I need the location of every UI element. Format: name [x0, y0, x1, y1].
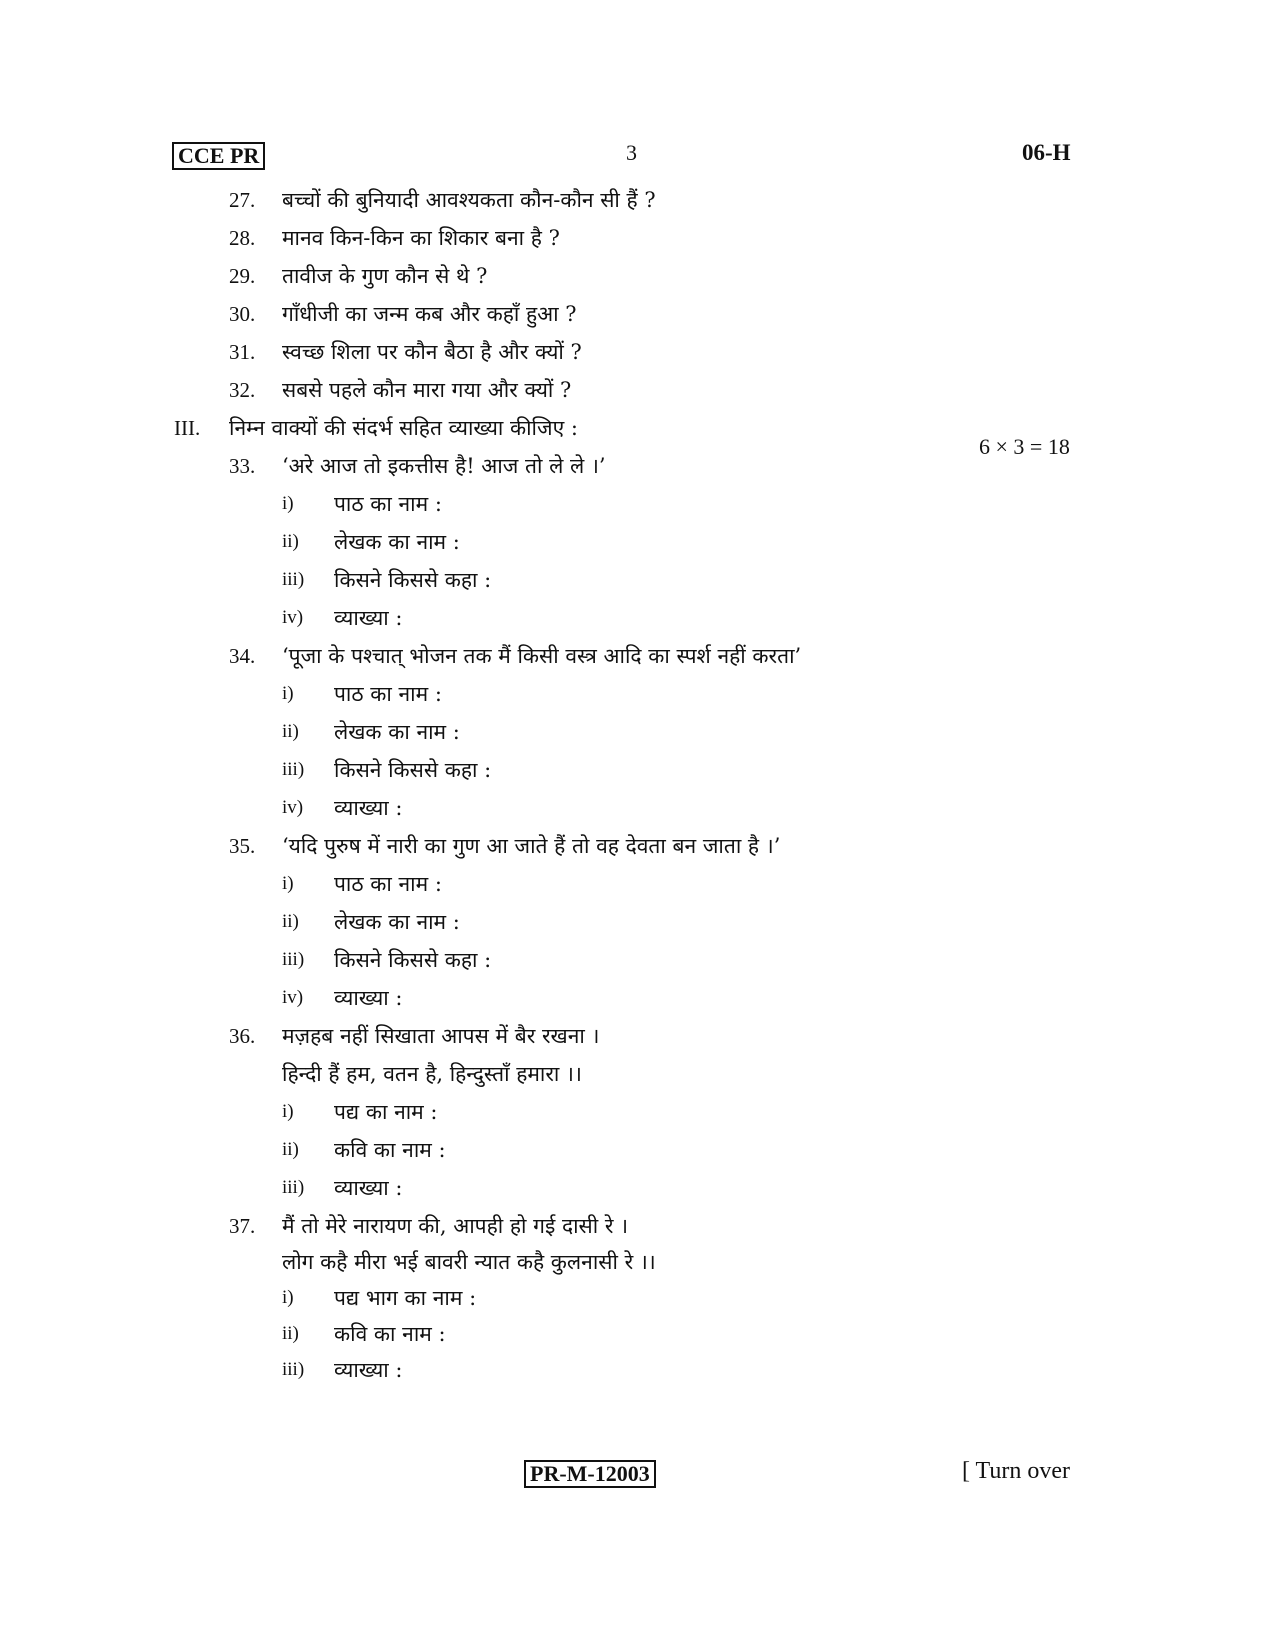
sub-text: लेखक का नाम :: [334, 910, 460, 934]
verse-line-1: मैं तो मेरे नारायण की, आपही हो गई दासी रे ।: [282, 1214, 629, 1238]
sub-text: लेखक का नाम :: [334, 720, 460, 744]
question-text: स्वच्छ शिला पर कौन बैठा है और क्यों ?: [282, 340, 582, 364]
sub-text: व्याख्या :: [334, 796, 403, 820]
question-number: 27.: [229, 188, 256, 212]
sub-text: किसने किससे कहा :: [334, 948, 492, 972]
section-marks: 6 × 3 = 18: [979, 434, 1070, 459]
sub-number: iii): [282, 759, 305, 780]
verse-line-2: लोग कहै मीरा भई बावरी न्यात कहै कुलनासी रे ।।: [282, 1250, 656, 1274]
section-number: III.: [174, 416, 201, 440]
sub-number: iv): [282, 987, 304, 1008]
sub-number: ii): [282, 1139, 299, 1160]
sub-number: iii): [282, 949, 305, 970]
question-number: 36.: [229, 1024, 256, 1048]
question-number: 28.: [229, 226, 256, 250]
sub-number: iii): [282, 1359, 305, 1380]
sub-number: ii): [282, 1323, 299, 1344]
sub-number: iv): [282, 797, 304, 818]
question-number: 35.: [229, 834, 256, 858]
sub-text: पाठ का नाम :: [334, 682, 442, 706]
question-number: 33.: [229, 454, 256, 478]
question-text: बच्चों की बुनियादी आवश्यकता कौन-कौन सी हैं ?: [282, 188, 656, 212]
sub-number: ii): [282, 911, 299, 932]
sub-number: ii): [282, 531, 299, 552]
page-number: 3: [626, 140, 637, 165]
sub-text: पद्य का नाम :: [334, 1100, 438, 1124]
sub-text: पाठ का नाम :: [334, 492, 442, 516]
footer-paper-code: PR-M-12003: [524, 1460, 656, 1488]
sub-number: iii): [282, 1177, 305, 1198]
question-text: सबसे पहले कौन मारा गया और क्यों ?: [282, 378, 572, 402]
sub-number: i): [282, 683, 294, 704]
question-number: 37.: [229, 1214, 256, 1238]
sub-number: i): [282, 1287, 294, 1308]
sub-number: i): [282, 493, 294, 514]
sub-text: पद्य भाग का नाम :: [334, 1286, 477, 1310]
turn-over-note: [ Turn over: [962, 1458, 1071, 1484]
question-number: 32.: [229, 378, 256, 402]
sub-number: iv): [282, 607, 304, 628]
question-text: ‘यदि पुरुष में नारी का गुण आ जाते हैं तो वह देवता बन जाता है ।’: [282, 834, 781, 858]
sub-text: कवि का नाम :: [334, 1322, 446, 1346]
section-instruction: निम्न वाक्यों की संदर्भ सहित व्याख्या कीजिए :: [229, 416, 578, 440]
question-text: ‘अरे आज तो इकत्तीस है! आज तो ले ले ।’: [282, 454, 606, 478]
sub-text: पाठ का नाम :: [334, 872, 442, 896]
sub-text: व्याख्या :: [334, 986, 403, 1010]
question-text: ‘पूजा के पश्चात् भोजन तक मैं किसी वस्त्र आदि का स्पर्श नहीं करता’: [282, 644, 802, 668]
question-number: 34.: [229, 644, 256, 668]
paper-code: 06-H: [1022, 140, 1071, 165]
sub-number: ii): [282, 721, 299, 742]
sub-text: किसने किससे कहा :: [334, 758, 492, 782]
question-text: मानव किन-किन का शिकार बना है ?: [282, 226, 560, 250]
sub-text: व्याख्या :: [334, 606, 403, 630]
sub-number: i): [282, 873, 294, 894]
question-number: 31.: [229, 340, 256, 364]
header-code-box: CCE PR: [172, 142, 265, 170]
sub-text: किसने किससे कहा :: [334, 568, 492, 592]
question-number: 30.: [229, 302, 256, 326]
sub-text: व्याख्या :: [334, 1358, 403, 1382]
question-number: 29.: [229, 264, 256, 288]
question-text: तावीज के गुण कौन से थे ?: [282, 264, 488, 288]
sub-number: i): [282, 1101, 294, 1122]
sub-text: कवि का नाम :: [334, 1138, 446, 1162]
question-text: गाँधीजी का जन्म कब और कहाँ हुआ ?: [282, 302, 577, 326]
sub-text: व्याख्या :: [334, 1176, 403, 1200]
verse-line-1: मज़हब नहीं सिखाता आपस में बैर रखना ।: [282, 1024, 600, 1048]
verse-line-2: हिन्दी हैं हम, वतन है, हिन्दुस्ताँ हमारा ।।: [282, 1062, 582, 1086]
sub-text: लेखक का नाम :: [334, 530, 460, 554]
sub-number: iii): [282, 569, 305, 590]
